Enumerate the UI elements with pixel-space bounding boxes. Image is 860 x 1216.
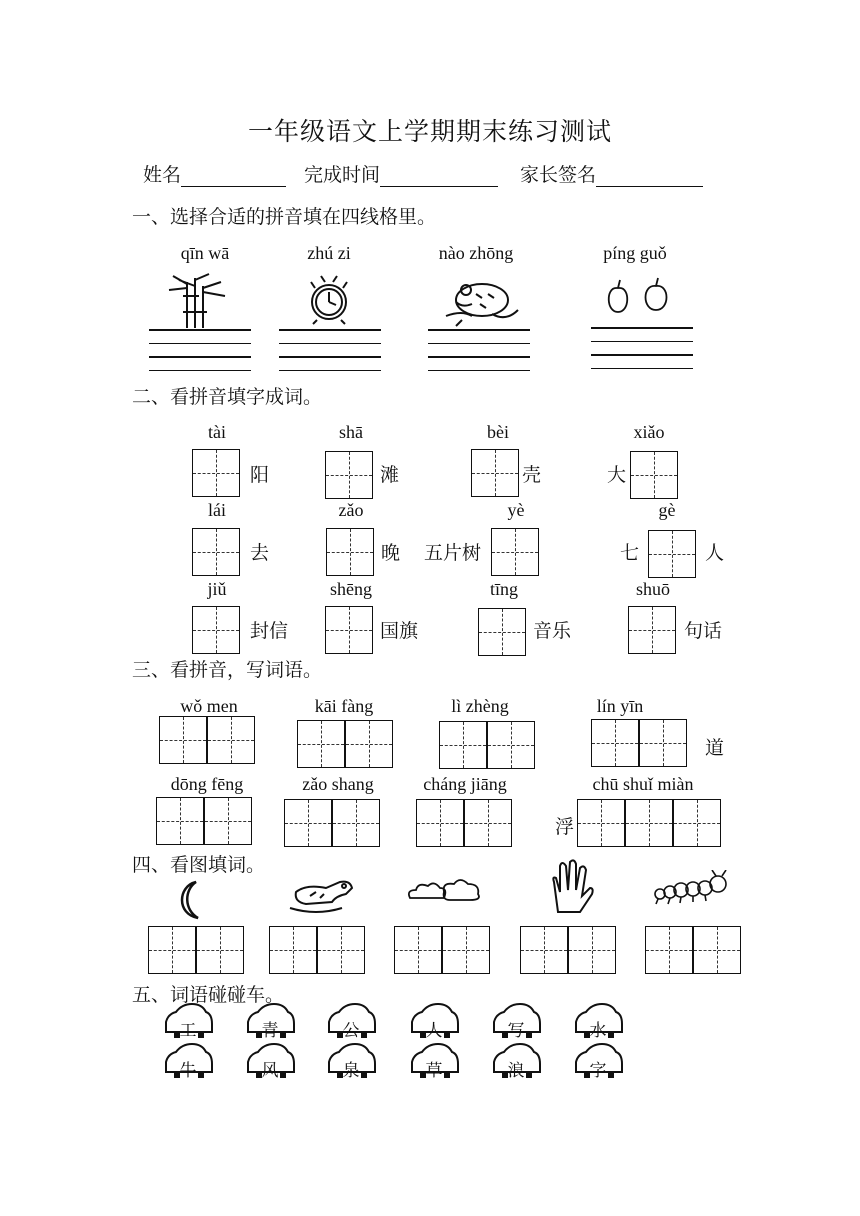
word-char: 去 <box>250 542 270 564</box>
pinyin-label: kāi fàng <box>314 696 374 716</box>
time-label: 完成时间 <box>304 164 381 186</box>
car-char: 写 <box>507 1021 525 1041</box>
car-char: 浪 <box>507 1061 525 1081</box>
word-char: 七 <box>620 542 640 564</box>
section-1-heading: 一、选择合适的拼音填在四线格里。 <box>132 206 437 228</box>
section-4-heading: 四、看图填词。 <box>132 854 266 876</box>
cloud-icon <box>404 874 486 906</box>
bumper-car[interactable] <box>244 1002 296 1042</box>
name-label: 姓名 <box>143 164 182 186</box>
apple-icon <box>602 276 674 316</box>
pinyin-label: píng guǒ <box>603 243 667 263</box>
four-line-grid[interactable] <box>279 329 381 383</box>
word-char: 浮 <box>555 816 575 838</box>
pinyin-label: gè <box>658 500 676 520</box>
car-char: 公 <box>342 1021 360 1041</box>
car-char: 风 <box>261 1061 279 1081</box>
word-char: 道 <box>705 737 725 759</box>
tian-zi-box[interactable] <box>192 528 240 576</box>
pinyin-label: lì zhèng <box>451 696 509 716</box>
word-char: 壳 <box>522 464 542 486</box>
car-char: 工 <box>179 1021 197 1041</box>
name-blank[interactable] <box>181 166 286 187</box>
word-char: 五片树 <box>424 542 482 564</box>
tian-zi-box[interactable] <box>345 720 393 768</box>
tian-zi-box[interactable] <box>628 606 676 654</box>
tian-zi-box[interactable] <box>625 799 673 847</box>
alarm-clock-icon <box>305 272 353 326</box>
moon-icon <box>172 878 216 922</box>
section-5-heading: 五、词语碰碰车。 <box>132 984 285 1006</box>
horse-icon <box>286 872 358 916</box>
name-field[interactable] <box>143 160 286 187</box>
tian-zi-box[interactable] <box>269 926 317 974</box>
tian-zi-box[interactable] <box>297 720 345 768</box>
word-char: 国旗 <box>380 620 419 642</box>
tian-zi-box[interactable] <box>159 716 207 764</box>
tian-zi-box[interactable] <box>648 530 696 578</box>
sign-label: 家长签名 <box>520 164 597 186</box>
tian-zi-box[interactable] <box>192 606 240 654</box>
four-line-grid[interactable] <box>428 329 530 383</box>
tian-zi-box[interactable] <box>207 716 255 764</box>
word-char: 滩 <box>380 464 400 486</box>
tian-zi-box[interactable] <box>325 451 373 499</box>
sign-field[interactable] <box>520 160 703 187</box>
tian-zi-box[interactable] <box>284 799 332 847</box>
word-char: 晚 <box>381 542 401 564</box>
tian-zi-box[interactable] <box>317 926 365 974</box>
section-2-heading: 二、看拼音填字成词。 <box>132 386 323 408</box>
pinyin-label: shēng <box>330 579 372 599</box>
page-title: 一年级语文上学期期末练习测试 <box>247 117 612 146</box>
tian-zi-box[interactable] <box>326 528 374 576</box>
car-char: 青 <box>261 1021 279 1041</box>
tian-zi-box[interactable] <box>639 719 687 767</box>
word-char: 人 <box>705 542 725 564</box>
tian-zi-box[interactable] <box>645 926 693 974</box>
word-char: 封信 <box>250 620 289 642</box>
word-char: 句话 <box>684 620 723 642</box>
pinyin-label: xiǎo <box>633 422 665 442</box>
pinyin-label: zǎo <box>338 500 364 520</box>
bumper-car[interactable] <box>490 1002 542 1042</box>
pinyin-label: bèi <box>487 422 509 442</box>
pinyin-label: lái <box>208 500 226 520</box>
tian-zi-box[interactable] <box>204 797 252 845</box>
pinyin-label: tài <box>208 422 226 442</box>
tian-zi-box[interactable] <box>491 528 539 576</box>
section-3-heading: 三、看拼音，写词语。 <box>132 659 323 681</box>
pinyin-label: nào zhōng <box>438 243 514 263</box>
bumper-car[interactable] <box>408 1042 460 1082</box>
pinyin-label: shā <box>339 422 363 442</box>
tian-zi-box[interactable] <box>192 449 240 497</box>
four-line-grid[interactable] <box>149 329 251 383</box>
caterpillar-icon <box>650 870 732 910</box>
bumper-car[interactable] <box>244 1042 296 1082</box>
tian-zi-box[interactable] <box>520 926 568 974</box>
word-char: 音乐 <box>533 620 572 642</box>
tian-zi-box[interactable] <box>156 797 204 845</box>
tian-zi-box[interactable] <box>464 799 512 847</box>
pinyin-label: zhú zi <box>307 243 351 263</box>
tian-zi-box[interactable] <box>471 449 519 497</box>
pinyin-label: qīn wā <box>180 243 230 263</box>
pinyin-label: lín yīn <box>596 696 644 716</box>
word-char: 大 <box>607 464 627 486</box>
car-char: 水 <box>589 1021 607 1041</box>
time-blank[interactable] <box>380 166 498 187</box>
hand-icon <box>546 856 596 916</box>
tian-zi-box[interactable] <box>630 451 678 499</box>
frog-icon <box>442 272 522 328</box>
car-char: 人 <box>425 1021 443 1041</box>
bumper-car[interactable] <box>408 1002 460 1042</box>
pinyin-label: jiǔ <box>207 579 227 599</box>
tian-zi-box[interactable] <box>332 799 380 847</box>
car-char: 牛 <box>179 1061 197 1081</box>
car-char: 草 <box>425 1061 443 1081</box>
tian-zi-box[interactable] <box>416 799 464 847</box>
pinyin-label: shuō <box>635 579 670 599</box>
tian-zi-box[interactable] <box>196 926 244 974</box>
tian-zi-box[interactable] <box>442 926 490 974</box>
tian-zi-box[interactable] <box>394 926 442 974</box>
tian-zi-box[interactable] <box>325 606 373 654</box>
bamboo-icon <box>165 272 230 330</box>
pinyin-label: yè <box>507 500 525 520</box>
pinyin-label: wǒ men <box>180 696 238 716</box>
tian-zi-box[interactable] <box>568 926 616 974</box>
tian-zi-box[interactable] <box>577 799 625 847</box>
bumper-car[interactable] <box>490 1042 542 1082</box>
bumper-car[interactable] <box>162 1002 214 1042</box>
bumper-car[interactable] <box>325 1002 377 1042</box>
tian-zi-box[interactable] <box>148 926 196 974</box>
tian-zi-box[interactable] <box>591 719 639 767</box>
pinyin-label: dōng fēng <box>170 774 244 794</box>
sign-blank[interactable] <box>596 166 703 187</box>
pinyin-label: chū shuǐ miàn <box>592 774 694 794</box>
bumper-car[interactable] <box>162 1042 214 1082</box>
pinyin-label: cháng jiāng <box>423 774 507 794</box>
pinyin-label: zǎo shang <box>302 774 374 794</box>
four-line-grid[interactable] <box>591 327 693 381</box>
bumper-car[interactable] <box>325 1042 377 1082</box>
bumper-car[interactable] <box>572 1002 624 1042</box>
car-char: 泉 <box>342 1061 360 1081</box>
car-char: 字 <box>589 1061 607 1081</box>
tian-zi-box[interactable] <box>439 721 487 769</box>
tian-zi-box[interactable] <box>487 721 535 769</box>
word-char: 阳 <box>250 464 270 486</box>
tian-zi-box[interactable] <box>673 799 721 847</box>
tian-zi-box[interactable] <box>478 608 526 656</box>
bumper-car[interactable] <box>572 1042 624 1082</box>
time-field[interactable] <box>304 160 498 187</box>
pinyin-label: tīng <box>489 579 518 599</box>
tian-zi-box[interactable] <box>693 926 741 974</box>
